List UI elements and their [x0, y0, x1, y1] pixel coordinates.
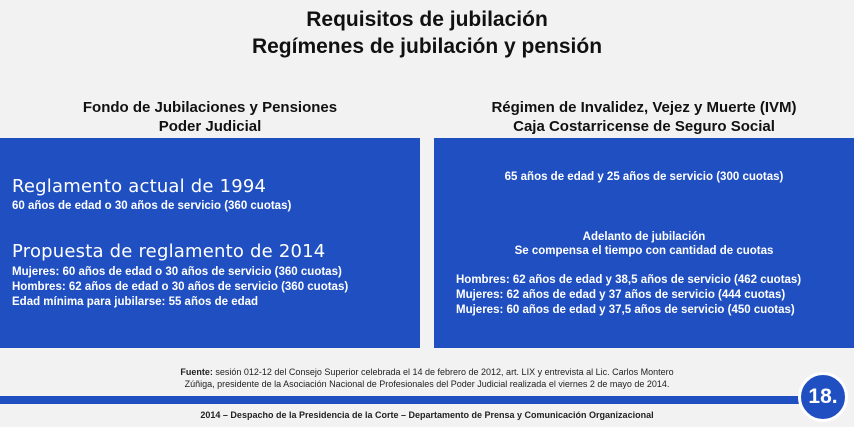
- ivm-requirement: 65 años de edad y 25 años de servicio (300 cuotas): [504, 171, 784, 183]
- section-1994-text: 60 años de edad o 30 años de servicio (360 cuotas): [12, 200, 292, 212]
- right-heading-line1: Régimen de Invalidez, Vejez y Muerte (IVM): [491, 99, 797, 116]
- source-line1: [0, 366, 854, 378]
- right-panel: [434, 138, 854, 348]
- section-2014-line: Mujeres: 60 años de edad o 30 años de servicio (360 cuotas): [12, 266, 342, 278]
- section-2014-line: Edad mínima para jubilarse: 55 años de edad: [12, 296, 259, 308]
- adelanto-line: Mujeres: 62 años de edad y 37 años de servicio (444 cuotas): [456, 289, 786, 301]
- right-heading-line2: Caja Costarricense de Seguro Social: [513, 118, 775, 135]
- section-2014-line: Hombres: 62 años de edad o 30 años de servicio (360 cuotas): [12, 281, 349, 293]
- source-note: [0, 366, 854, 390]
- adelanto-line: Mujeres: 60 años de edad y 37,5 años de servicio (450 cuotas): [456, 304, 795, 316]
- right-column-heading: [434, 98, 854, 136]
- left-heading-line2: Poder Judicial: [158, 118, 262, 135]
- adelanto-subtitle: Se compensa el tiempo con cantidad de cuotas: [514, 245, 774, 257]
- slide-title-line2: Regímenes de jubilación y pensión: [251, 35, 603, 58]
- left-panel: [0, 138, 420, 348]
- left-column-heading: [0, 98, 420, 136]
- source-label: Fuente:: [180, 367, 213, 377]
- source-text-2: Zúñiga, presidente de la Asociación Nacional de Profesionales del Poder Judicial realizada el viernes 2 de mayo de 2014.: [184, 379, 670, 389]
- slide-title: [0, 6, 854, 60]
- footer-credit: 2014 – Despacho de la Presidencia de la Corte – Departamento de Prensa y Comunicación Organizacional: [200, 410, 654, 420]
- section-title-1994: Reglamento actual de 1994: [12, 176, 267, 197]
- bottom-band: [0, 396, 800, 404]
- section-title-2014: Propuesta de reglamento de 2014: [12, 241, 326, 262]
- page-number-badge: 18.: [798, 372, 848, 422]
- slide-title-line1: Requisitos de jubilación: [306, 8, 548, 31]
- source-text-1: sesión 012-12 del Consejo Superior celebrada el 14 de febrero de 2012, art. LIX y entrevista al Lic. Carlos Montero: [215, 367, 674, 377]
- adelanto-title: Adelanto de jubilación: [582, 231, 706, 243]
- adelanto-line: Hombres: 62 años de edad y 38,5 años de servicio (462 cuotas): [456, 274, 802, 286]
- left-heading-line1: Fondo de Jubilaciones y Pensiones: [82, 99, 338, 116]
